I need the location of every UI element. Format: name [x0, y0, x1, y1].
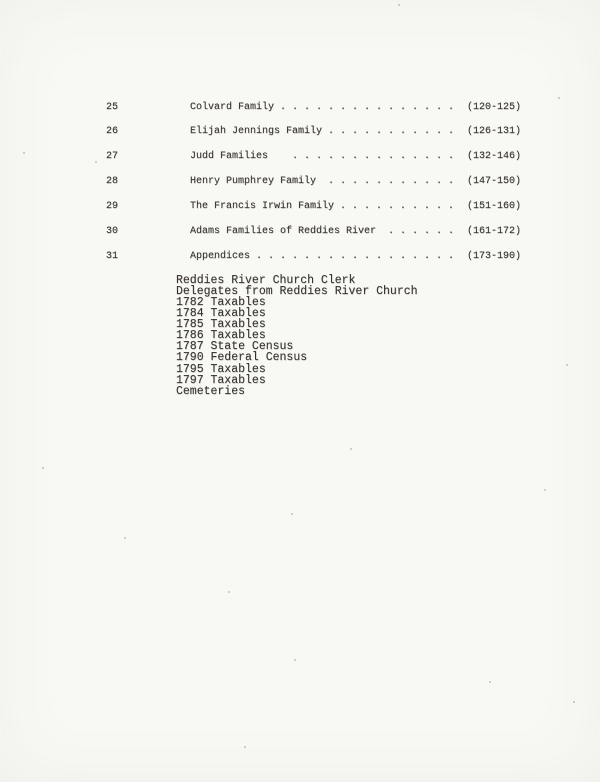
appendix-item: 1782 Taxables: [176, 295, 266, 309]
appendix-item: 1784 Taxables: [176, 306, 266, 320]
appendix-item: 1790 Federal Census: [176, 351, 308, 365]
scan-speck: [398, 4, 400, 6]
chapter-title-line: [190, 226, 454, 237]
page-range: (132-146): [467, 151, 522, 163]
scan-speck: [558, 97, 560, 99]
appendix-item: 1797 Taxables: [176, 373, 266, 387]
chapter-title: Adams Families of Reddies River: [190, 225, 377, 237]
table-of-contents: [0, 102, 600, 276]
chapter-title-line: [190, 201, 454, 212]
chapter-number: 26: [106, 126, 119, 138]
appendix-list: [176, 275, 418, 398]
toc-entry: [0, 102, 600, 127]
dot-leader: . . . . . .: [376, 225, 455, 237]
appendix-item: Reddies River Church Clerk: [176, 273, 356, 287]
scan-speck: [573, 701, 575, 703]
dot-leader: . . . . . . . . . . . . . . . . .: [250, 250, 455, 262]
page-range: (147-150): [467, 176, 522, 188]
chapter-title: Elijah Jennings Family: [190, 126, 323, 138]
appendix-item: 1786 Taxables: [176, 329, 266, 343]
chapter-title-line: [190, 151, 454, 162]
chapter-title-line: [190, 176, 454, 187]
dot-leader: . . . . . . . . . .: [334, 200, 455, 212]
chapter-title: Colvard Family: [190, 101, 275, 113]
dot-leader: . . . . . . . . . . .: [322, 126, 455, 138]
scan-speck: [489, 681, 491, 683]
toc-entry: [0, 126, 600, 151]
toc-entry: [0, 176, 600, 201]
chapter-title-line: [190, 251, 454, 262]
appendix-item: 1787 State Census: [176, 340, 294, 354]
appendix-item: Delegates from Reddies River Church: [176, 284, 418, 298]
dot-leader: . . . . . . . . . . .: [316, 176, 455, 188]
scan-speck: [213, 257, 215, 259]
scan-speck: [544, 489, 546, 491]
toc-entry: [0, 226, 600, 251]
page-range: (173-190): [467, 250, 522, 262]
scan-speck: [566, 364, 568, 366]
scan-speck: [294, 659, 296, 661]
toc-entry: [0, 251, 600, 276]
scan-speck: [228, 591, 230, 593]
chapter-number: 30: [106, 225, 119, 237]
chapter-number: 29: [106, 200, 119, 212]
scan-speck: [95, 161, 97, 163]
chapter-title-line: [190, 126, 454, 137]
chapter-title-line: [190, 102, 454, 113]
dot-leader: . . . . . . . . . . . . . . .: [274, 101, 455, 113]
chapter-title: Appendices: [190, 250, 251, 262]
scan-speck: [124, 537, 126, 539]
appendix-item: 1785 Taxables: [176, 318, 266, 332]
chapter-number: 31: [106, 250, 119, 262]
scan-speck: [23, 152, 25, 154]
page-range: (161-172): [467, 225, 522, 237]
dot-leader: . . . . . . . . . . . . . .: [268, 151, 455, 163]
chapter-title: Judd Families: [190, 151, 269, 163]
page-range: (120-125): [467, 101, 522, 113]
page-range: (126-131): [467, 126, 522, 138]
chapter-title: Henry Pumphrey Family: [190, 176, 317, 188]
chapter-title: The Francis Irwin Family: [190, 200, 335, 212]
toc-entry: [0, 201, 600, 226]
scan-speck: [291, 513, 293, 515]
appendix-item: Cemeteries: [176, 384, 246, 398]
page-range: (151-160): [467, 200, 522, 212]
scan-speck: [42, 467, 44, 469]
toc-entry: [0, 151, 600, 176]
chapter-number: 27: [106, 151, 119, 163]
chapter-number: 28: [106, 176, 119, 188]
appendix-item: 1795 Taxables: [176, 362, 266, 376]
scan-speck: [244, 746, 246, 748]
scan-speck: [350, 448, 352, 450]
chapter-number: 25: [106, 101, 119, 113]
